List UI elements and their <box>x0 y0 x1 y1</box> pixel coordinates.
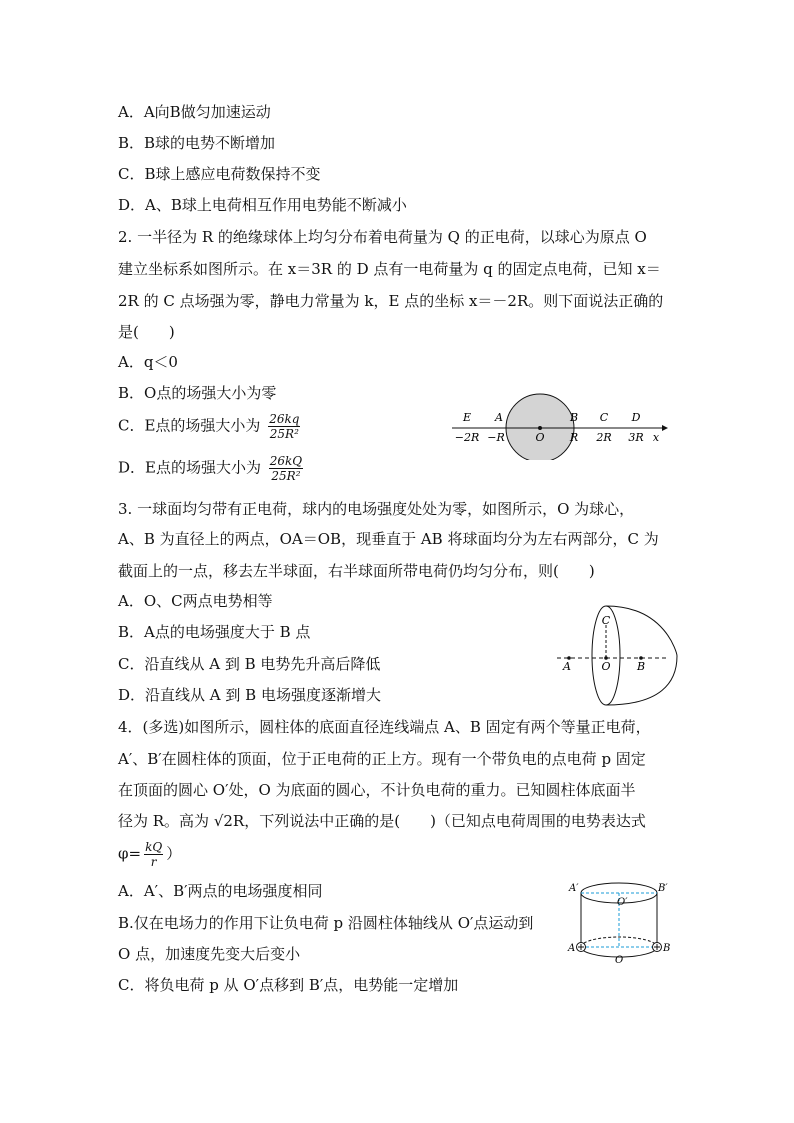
fraction-numerator: kQ <box>145 840 163 854</box>
q3-stem-line-3: 截面上的一点，移去左半球面，右半球面所带电荷仍均匀分布，则( ) <box>118 562 595 580</box>
q4-option-a: A．A′、B′两点的电场强度相同 <box>118 882 323 900</box>
q3-option-d: D．沿直线从 A 到 B 电场强度逐渐增大 <box>118 686 381 704</box>
label-C: C <box>601 614 611 627</box>
tick-3R: 3R <box>628 431 644 444</box>
label-B: B <box>569 411 579 424</box>
positive-charge-B-icon <box>653 943 662 952</box>
q1-option-c: C．B球上感应电荷数保持不变 <box>118 165 321 183</box>
label-O: O <box>615 955 624 966</box>
fraction-denominator: 25R² <box>271 469 301 483</box>
label-A: A <box>568 943 576 954</box>
label-E: E <box>462 411 472 424</box>
tick-2R: 2R <box>596 431 612 444</box>
q4-option-b-line-2: O 点，加速度先变大后变小 <box>118 945 301 963</box>
label-C: C <box>599 411 609 424</box>
label-O: O <box>601 660 611 673</box>
q3-option-c: C．沿直线从 A 到 B 电势先升高后降低 <box>118 655 381 673</box>
q4-cylinder-figure <box>565 872 675 968</box>
q1-option-a: A．A向B做匀加速运动 <box>118 103 271 121</box>
q2-stem-line-4: 是( ) <box>118 323 175 341</box>
q2-sphere-axis-figure <box>450 390 670 460</box>
q2-option-c-fraction <box>268 412 300 441</box>
label-A: A <box>495 411 503 424</box>
q1-option-b: B．B球的电势不断增加 <box>118 134 276 152</box>
q3-stem-line-1: 3. 一球面均匀带有正电荷，球内的电场强度处处为零，如图所示，O 为球心， <box>118 500 635 518</box>
q1-option-d: D．A、B球上电荷相互作用电势能不断减小 <box>118 196 407 214</box>
label-A: A <box>563 660 571 673</box>
label-B: B <box>663 943 671 954</box>
label-B-prime: B′ <box>658 883 668 894</box>
formula-fraction <box>144 840 163 869</box>
q2-stem-line-1: 2. 一半径为 R 的绝缘球体上均匀分布着电荷量为 Q 的正电荷，以球心为原点 O <box>118 228 647 246</box>
q2-option-c-text: C．E点的场强大小为 <box>118 416 261 435</box>
fraction-numerator: 26kQ <box>269 454 303 468</box>
q2-option-d-fraction <box>269 454 303 483</box>
q2-option-b: B．O点的场强大小为零 <box>118 384 277 402</box>
q3-option-b: B．A点的电场强度大于 B 点 <box>118 623 311 641</box>
q4-option-c: C．将负电荷 p 从 O′点移到 B′点，电势能一定增加 <box>118 976 459 994</box>
origin-point <box>538 426 542 430</box>
q4-stem-line-1: 4．(多选)如图所示，圆柱体的底面直径连线端点 A、B 固定有两个等量正电荷， <box>118 718 651 736</box>
axis-label-x: x <box>652 431 660 444</box>
q2-option-c <box>118 412 303 441</box>
fraction-denominator: r <box>150 855 157 869</box>
formula-suffix: ） <box>166 844 182 863</box>
tick-minus-2R: −2R <box>454 431 480 444</box>
q3-hemisphere-figure <box>555 603 685 708</box>
q2-stem-line-3: 2R 的 C 点场强为零，静电力常量为 k，E 点的坐标 x＝－2R。则下面说法正确的 <box>118 292 664 310</box>
x-axis-arrow-icon <box>662 425 668 431</box>
fraction-numerator: 26kq <box>269 412 300 426</box>
q2-option-d-text: D．E点的场强大小为 <box>118 458 261 477</box>
q2-stem-line-2: 建立坐标系如图所示。在 x＝3R 的 D 点有一电荷量为 q 的固定点电荷，已知 x＝ <box>118 260 661 278</box>
q4-stem-line-4: 径为 R。高为 √2R，下列说法中正确的是( )（已知点电荷周围的电势表达式 <box>118 812 646 830</box>
q3-option-a: A．O、C两点电势相等 <box>118 592 273 610</box>
q4-stem-line-3: 在顶面的圆心 O′处，O 为底面的圆心，不计负电荷的重力。已知圆柱体底面半 <box>118 781 636 799</box>
q4-option-b-line-1: B.仅在电场力的作用下让负电荷 p 沿圆柱体轴线从 O′点运动到 <box>118 914 534 932</box>
hemisphere-outline <box>606 606 677 705</box>
tick-R: R <box>569 431 579 444</box>
label-A-prime: A′ <box>569 883 579 894</box>
tick-minus-R: −R <box>487 431 505 444</box>
formula-prefix: φ= <box>118 844 142 863</box>
label-D: D <box>631 411 641 424</box>
q3-stem-line-2: A、B 为直径上的两点，OA＝OB，现垂直于 AB 将球面均分为左右两部分，C 为 <box>118 530 659 548</box>
q4-stem-line-2: A′、B′在圆柱体的顶面，位于正电荷的正上方。现有一个带负电的点电荷 p 固定 <box>118 750 646 768</box>
positive-charge-A-icon <box>577 943 586 952</box>
label-O: O <box>535 431 545 444</box>
fraction-denominator: 25R² <box>269 427 299 441</box>
q2-option-a: A．q＜0 <box>118 353 178 371</box>
q2-option-d <box>118 454 306 483</box>
label-O-prime: O′ <box>617 897 628 908</box>
q4-potential-formula <box>118 840 181 869</box>
label-B: B <box>636 660 646 673</box>
